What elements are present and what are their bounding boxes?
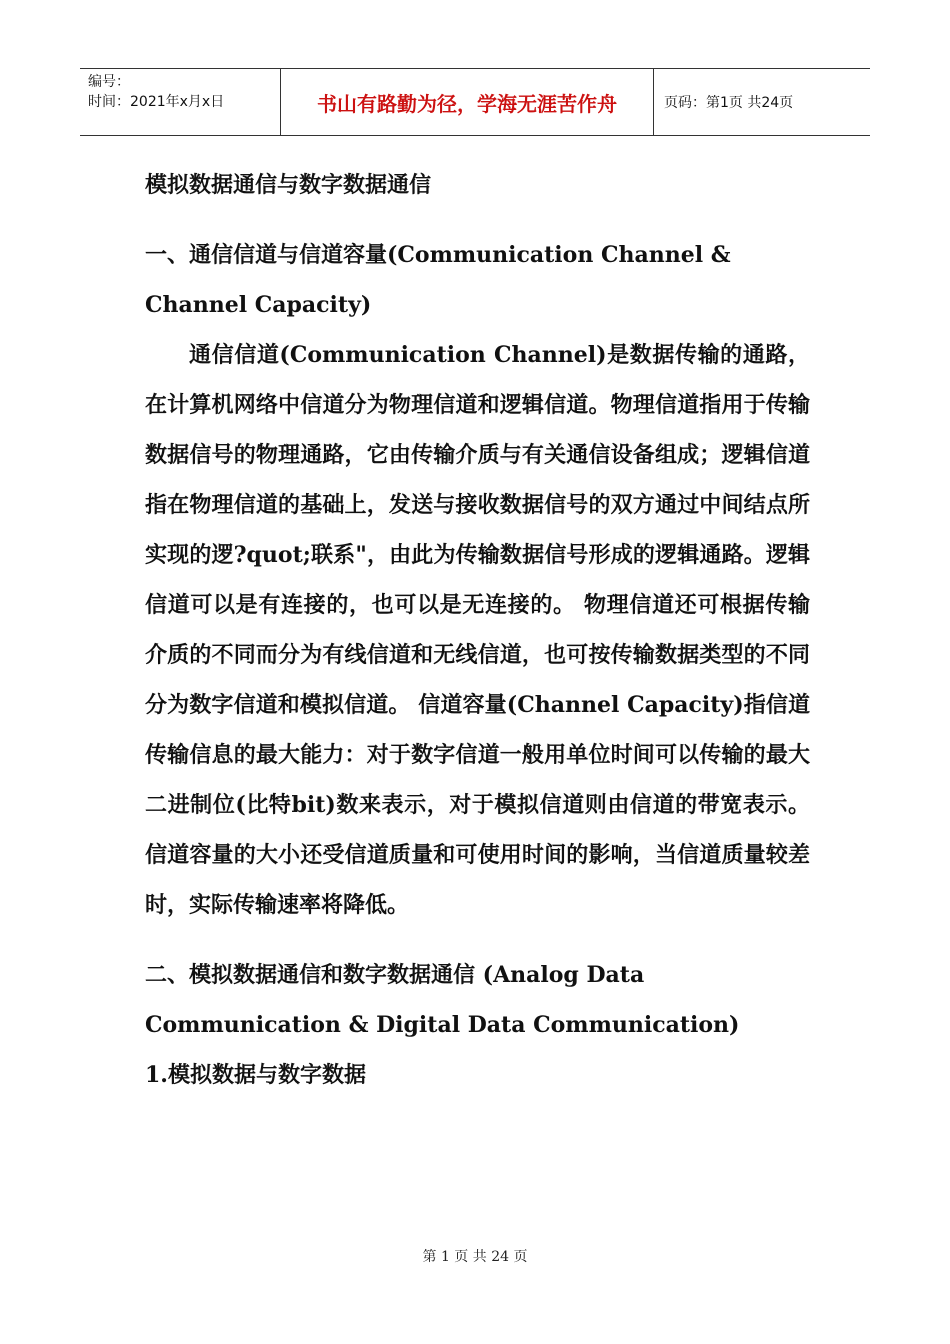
header-page-info: 页码：第1页 共24页 bbox=[664, 95, 794, 111]
page-header bbox=[80, 68, 870, 136]
header-page-cell bbox=[654, 69, 870, 135]
section-1-heading: 一、通信信道与信道容量(Communication Channel & Channel Capacity) bbox=[145, 242, 731, 318]
subsection-1-heading: 1.模拟数据与数字数据 bbox=[145, 1062, 366, 1088]
document-body bbox=[145, 160, 810, 1100]
document-time-label: 时间：2021年x月x日 bbox=[88, 94, 225, 110]
header-motto: 书山有路勤为径，学海无涯苦作舟 bbox=[317, 91, 617, 116]
header-motto-cell bbox=[281, 69, 654, 135]
header-meta-cell bbox=[80, 69, 281, 135]
document-number-label: 编号： bbox=[88, 74, 130, 90]
document-title: 模拟数据通信与数字数据通信 bbox=[145, 172, 432, 198]
page-footer: 第 1 页 共 24 页 bbox=[422, 1249, 528, 1265]
section-1-paragraph: 通信信道(Communication Channel)是数据传输的通路，在计算机网络中信道分为物理信道和逻辑信道。物理信道指用于传输数据信号的物理通路，它由传输介质与有关通信设备组成；逻辑信道指在物理信道的基础上，发送与接收数据信号的双方通过中间结点所实现的逻?quot;联系"，由此为传输数据信号形成的逻辑通路。逻辑信道可以是有连接的，也可以是无连接的。 物理信道还可根据传输介质的不同而分为有线信道和无线信道，也可按传输数据类型的不同分为数字信道和模拟信道。 信道容量(Channel Capacity)指信道传输信息的最大能力：对于数字信道一般用单位时间可以传输的最大二进制位(比特bit)数来表示，对于模拟信道则由信道的带宽表示。信道容量的大小还受信道质量和可使用时间的影响，当信道质量较差时，实际传输速率将降低。 bbox=[145, 342, 810, 918]
section-2-heading: 二、模拟数据通信和数字数据通信 (Analog Data Communication & Digital Data Communication) bbox=[145, 962, 740, 1038]
